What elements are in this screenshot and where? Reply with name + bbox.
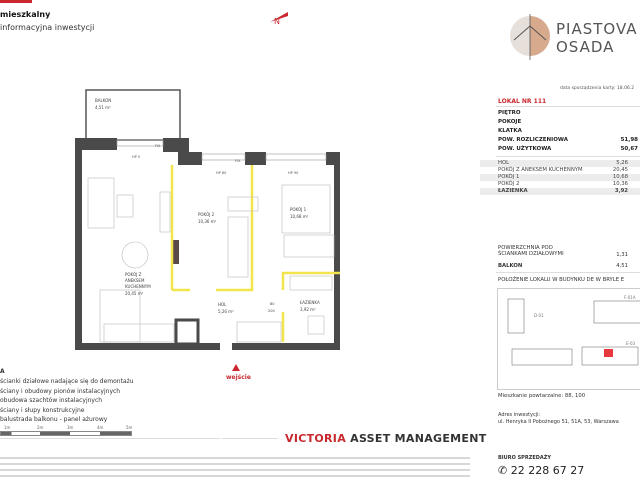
scale-label: 4m (97, 425, 104, 430)
field-stair: KLATKA (498, 128, 522, 134)
divider (0, 438, 220, 439)
scale-bar (0, 425, 135, 437)
page-subtitle: informacyjna inwestycji (0, 23, 95, 32)
logo-text (556, 20, 638, 56)
room-row (480, 167, 640, 174)
room-name: KUCHENNYM (125, 284, 151, 289)
room-area: 5,26 m² (218, 309, 234, 314)
window-label: FIX (235, 159, 241, 163)
svg-text:N: N (274, 17, 280, 26)
window-label: FIX (155, 144, 161, 148)
room-label: POKÓJ 2 (498, 181, 520, 187)
door-dimension: 80 (270, 302, 275, 306)
balcony-value: 4,51 (616, 263, 628, 269)
legend-item: ścianki działowe nadające się do demontażu (0, 378, 134, 385)
room-label: HOL (498, 160, 510, 166)
room-value: 10,36 (612, 181, 628, 187)
room-area: 3,92 m² (300, 307, 316, 312)
card-date: data sporządzenia karty: 18.06.2 (560, 86, 635, 91)
room-area: 10,36 m² (198, 219, 217, 224)
room-label: POKÓJ 1 (498, 174, 520, 180)
entrance-arrow-icon (232, 364, 240, 371)
repeated-units: Mieszkanie powtarzalne: 88, 100 (498, 393, 586, 399)
address: ul. Henryka II Pobożnego 51, 51A, 53, Warszawa (498, 419, 619, 425)
partition-area-value: 1,31 (616, 252, 628, 258)
logo-line2: OSADA (556, 38, 615, 56)
scale-label: 3m (67, 425, 74, 430)
divider (222, 438, 278, 439)
room-name: POKÓJ 1 (290, 207, 307, 212)
header-accent-bar (0, 0, 32, 3)
divider (496, 106, 640, 107)
partition-label-line2: ŚCIANKAMI DZIAŁOWYMI (498, 251, 564, 257)
divider (496, 156, 640, 157)
legend-item: ściany i obudowy pionów instalacyjnych (0, 388, 121, 395)
room-row (480, 181, 640, 188)
structural-walls (75, 138, 340, 350)
window-label: HP 0 (132, 155, 141, 159)
room-row (480, 188, 640, 195)
page-title: mieszkalny (0, 10, 51, 19)
room-area: 20,45 m² (125, 291, 144, 296)
room-value: 20,45 (612, 167, 628, 173)
room-name: ANEKSEM (125, 278, 145, 283)
field-rooms: POKOJE (498, 119, 522, 125)
scale-label: 5m (126, 425, 133, 430)
room-name: POKÓJ Z (125, 272, 142, 277)
unit-number: LOKAL NR 111 (498, 98, 547, 105)
room-label: POKÓJ Z ANEKSEM KUCHENNYM (498, 167, 583, 173)
disclaimer-line (0, 457, 470, 459)
field-settlement-area: POW. ROZLICZENIOWA (498, 137, 568, 143)
building-location-map (497, 288, 640, 390)
legend-item: obudowa szachtów instalacyjnych (0, 397, 103, 404)
logo-line1: PIASTOVA (556, 20, 638, 38)
sales-phone[interactable] (498, 464, 584, 477)
legend-title: A (0, 368, 5, 375)
legend-item: ściany i słupy konstrukcyjne (0, 407, 85, 414)
north-arrow-icon (268, 8, 290, 26)
room-name: ŁAZIENKA (300, 300, 320, 305)
unit-highlight (604, 349, 613, 357)
floor-plan (0, 80, 360, 400)
window-label: HP 90 (288, 171, 299, 175)
room-area: 10,68 m² (290, 214, 309, 219)
field-floor: PIĘTRO (498, 110, 521, 116)
scale-label: 1m (4, 425, 11, 430)
room-value: 5,26 (616, 160, 628, 166)
phone-number: 22 228 67 27 (510, 464, 585, 477)
brand-rest: ASSET MANAGEMENT (346, 432, 487, 445)
partition-area-label (498, 245, 564, 257)
usable-area-value: 50,67 (620, 146, 638, 152)
balcony-label: BALKON (498, 263, 523, 269)
window-label: HP 80 (216, 171, 227, 175)
balcony-name: BALKON (95, 98, 112, 103)
room-row (480, 160, 640, 167)
brand-red: VICTORIA (285, 432, 347, 445)
room-label: ŁAZIENKA (498, 188, 528, 194)
room-row (480, 174, 640, 181)
entrance-label: wejście (226, 374, 251, 381)
piastova-osada-logo (508, 14, 552, 60)
victoria-asset-management-logo (285, 432, 487, 445)
settlement-area-value: 51,98 (620, 137, 638, 143)
disclaimer-line (0, 475, 470, 477)
room-value: 3,92 (614, 188, 628, 194)
windows (117, 140, 326, 160)
furniture (88, 178, 334, 342)
disclaimer-line (0, 469, 470, 471)
minimap-label: E-03 (626, 341, 636, 346)
legend-item: balustrada balkonu - panel ażurowy (0, 416, 108, 423)
disclaimer-line (0, 463, 470, 465)
scale-label: 2m (37, 425, 44, 430)
door-dimension: 200 (268, 309, 275, 313)
balcony-area: 4,51 m² (95, 105, 111, 110)
room-name: POKÓJ 2 (198, 212, 215, 217)
field-usable-area: POW. UŻYTKOWA (498, 146, 552, 152)
phone-icon: ✆ (498, 464, 511, 477)
removable-partitions (172, 165, 340, 342)
address-label: Adres inwestycji: (498, 412, 541, 418)
room-value: 10,68 (612, 174, 628, 180)
sales-office-label: BIURO SPRZEDAŻY (498, 455, 551, 461)
partition-label-line1: POWIERZCHNIA POD (498, 245, 553, 251)
divider (496, 272, 640, 273)
minimap-label: D-01 (534, 313, 544, 318)
minimap-label: F-01A (624, 295, 636, 300)
location-title: POŁOŻENIE LOKALU W BUDYNKU DE W BRYLE E (498, 277, 625, 283)
room-name: HOL (218, 302, 227, 307)
